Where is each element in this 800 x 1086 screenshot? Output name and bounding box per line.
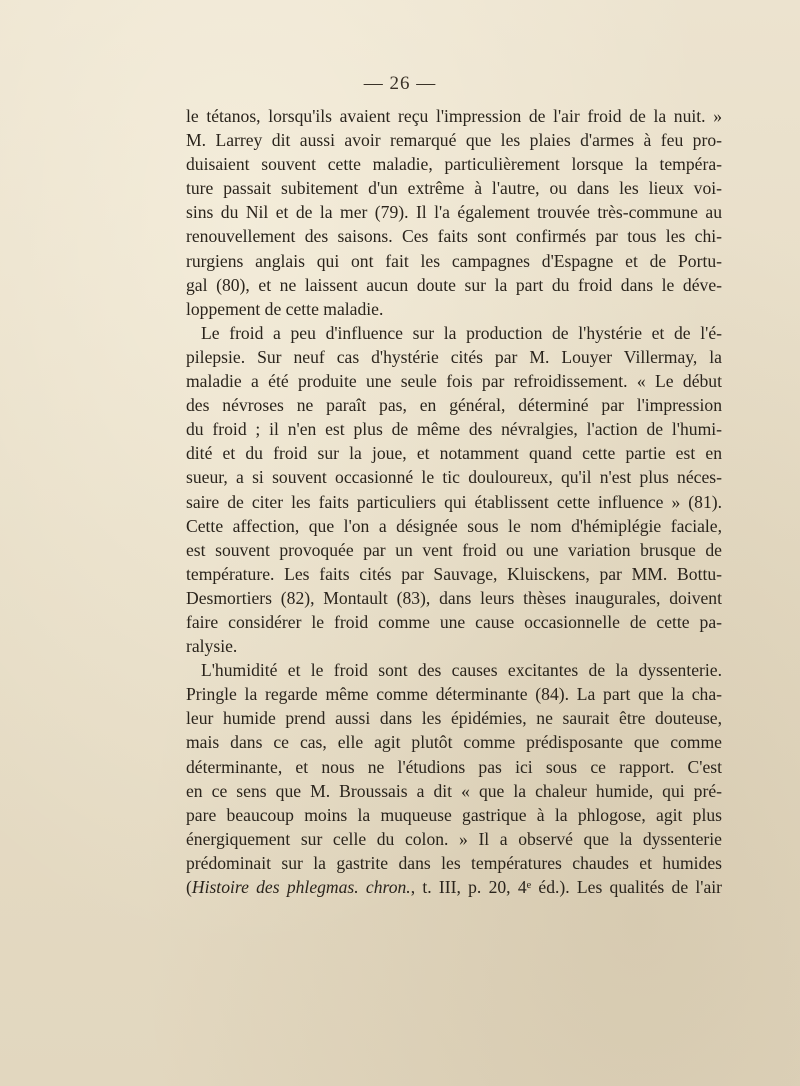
text-line: maladie a été produite une seule fois par refroidissement. « Le début — [186, 371, 722, 392]
text-line: pilepsie. Sur neuf cas d'hystérie cités par M. Louyer Villermay, la — [186, 346, 722, 367]
text-line: prédominait sur la gastrite dans les températures chaudes et humides — [186, 852, 722, 873]
text-line: gal (80), et ne laissent aucun doute sur la part du froid dans le déve- — [186, 274, 722, 295]
text-line: faire considérer le froid comme une cause occasionnelle de cette pa- — [186, 611, 722, 632]
text-line: le tétanos, lorsqu'ils avaient reçu l'impression de l'air froid de la nuit. » — [186, 106, 722, 126]
text-line: saire de citer les faits particuliers qui établissent cette influence » (81). — [186, 491, 722, 512]
text-line: dité et du froid sur la joue, et notamment quand cette partie est en — [186, 443, 722, 464]
text-line: sins du Nil et de la mer (79). Il l'a également trouvée très-commune au — [186, 202, 722, 223]
citation-title: Histoire des phlegmas. chron. — [191, 877, 411, 897]
citation-open: ( — [186, 877, 192, 897]
text-line-final — [186, 875, 722, 899]
page-number: — 26 — — [363, 73, 437, 94]
text-line: en ce sens que M. Broussais a dit « que la chaleur humide, qui pré- — [186, 780, 722, 801]
text-line: mais dans ce cas, elle agit plutôt comme prédisposante que comme — [186, 732, 722, 753]
text-line: Desmortiers (82), Montault (83), dans leurs thèses inaugurales, doivent — [186, 587, 722, 608]
text-line: loppement de cette maladie. — [186, 298, 384, 319]
text-line: sueur, a si souvent occasionné le tic douloureux, qu'il n'est plus néces- — [186, 467, 722, 488]
text-line: déterminante, et nous ne l'étudions pas ici sous ce rapport. C'est — [186, 756, 722, 777]
text-line: des névroses ne paraît pas, en général, déterminé par l'impression — [186, 395, 722, 416]
text-line: leur humide prend aussi dans les épidémies, ne saurait être douteuse, — [186, 708, 722, 729]
text-line: ralysie. — [186, 636, 238, 657]
text-line: température. Les faits cités par Sauvage, Kluisckens, par MM. Bottu- — [186, 563, 722, 584]
text-line: ture passait subitement d'un extrême à l'autre, ou dans les lieux voi- — [186, 178, 722, 199]
text-line: duisaient souvent cette maladie, particulièrement lorsque la tempéra- — [186, 154, 722, 175]
text-line: Le froid a peu d'influence sur la production de l'hystérie et de l'é- — [201, 322, 722, 343]
text-line: renouvellement des saisons. Ces faits sont confirmés par tous les chi- — [186, 226, 722, 247]
text-line: M. Larrey dit aussi avoir remarqué que les plaies d'armes à feu pro- — [186, 130, 722, 151]
text-line: Cette affection, que l'on a désignée sous le nom d'hémiplégie faciale, — [186, 515, 722, 536]
text-line: Pringle la regarde même comme déterminante (84). La part que la cha- — [186, 684, 722, 705]
text-line: rurgiens anglais qui ont fait les campagnes d'Espagne et de Portu- — [186, 250, 722, 271]
body-text — [186, 104, 722, 899]
citation-rest: , t. III, p. 20, 4ᵉ éd.). Les qualités de l'air — [410, 877, 722, 897]
text-line: du froid ; il n'en est plus de même des névralgies, l'action de l'humi- — [186, 419, 722, 440]
text-line: énergiquement sur celle du colon. » Il a observé que la dyssenterie — [186, 828, 722, 849]
text-line: est souvent provoquée par un vent froid ou une variation brusque de — [186, 539, 722, 560]
text-line: pare beaucoup moins la muqueuse gastrique à la phlogose, agit plus — [186, 804, 722, 825]
text-line: L'humidité et le froid sont des causes excitantes de la dyssenterie. — [201, 660, 722, 681]
